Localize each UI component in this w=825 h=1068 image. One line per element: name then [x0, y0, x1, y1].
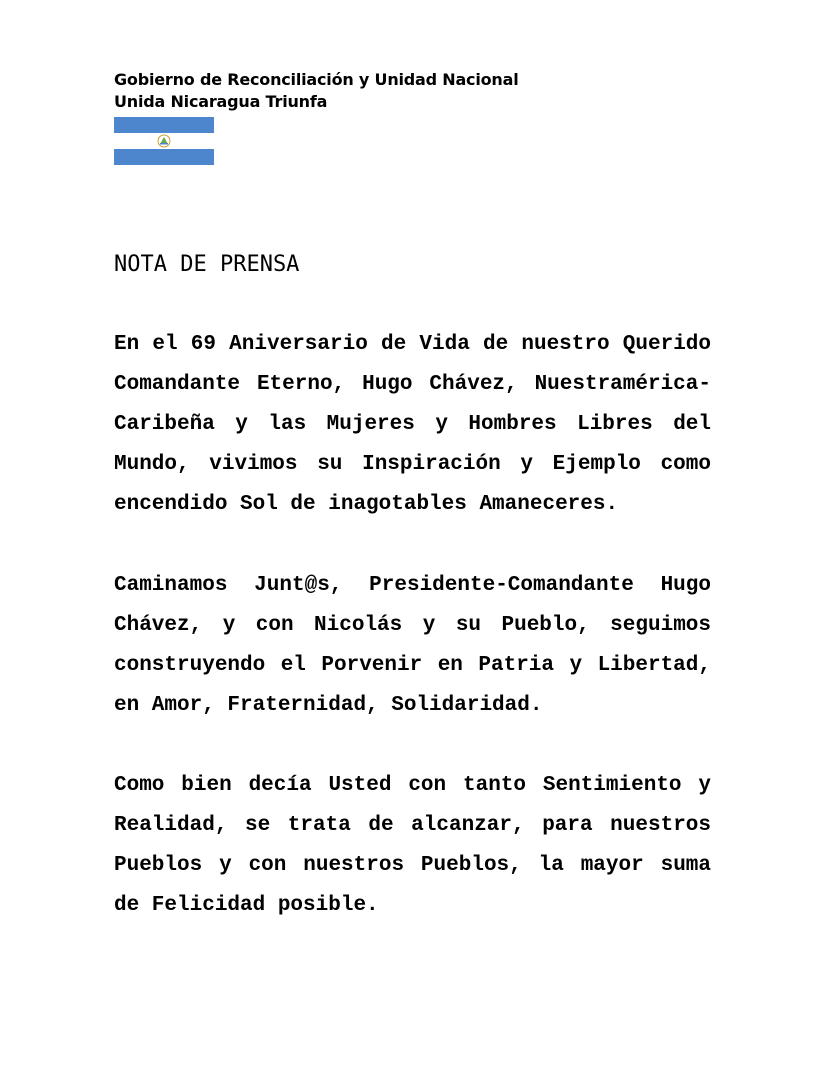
paragraph-1: En el 69 Aniversario de Vida de nuestro Querido Comandante Eterno, Hugo Chávez, Nuestramérica-Caribeña y las Mujeres y Hombres Libres del Mundo, vivimos su Inspiración y Ejemplo como encendido Sol de inagotables Amaneceres. [114, 333, 711, 516]
paragraph-3: Como bien decía Usted con tanto Sentimiento y Realidad, se trata de alcanzar, para nuestros Pueblos y con nuestros Pueblos, la mayor suma de Felicidad posible. [114, 774, 711, 917]
government-slogan: Unida Nicaragua Triunfa [114, 92, 328, 111]
paragraph-2: Caminamos Junt@s, Presidente-Comandante Hugo Chávez, y con Nicolás y su Pueblo, seguimos construyendo el Porvenir en Patria y Libertad, en Amor, Fraternidad, Solidaridad. [114, 574, 711, 717]
coat-of-arms-icon [157, 134, 171, 148]
government-name: Gobierno de Reconciliación y Unidad Nacional [114, 70, 519, 89]
nicaragua-flag-icon [114, 117, 214, 165]
flag-top-stripe [114, 117, 214, 133]
letterhead [114, 69, 519, 113]
flag-bottom-stripe [114, 149, 214, 165]
press-release-title: NOTA DE PRENSA [114, 252, 300, 277]
